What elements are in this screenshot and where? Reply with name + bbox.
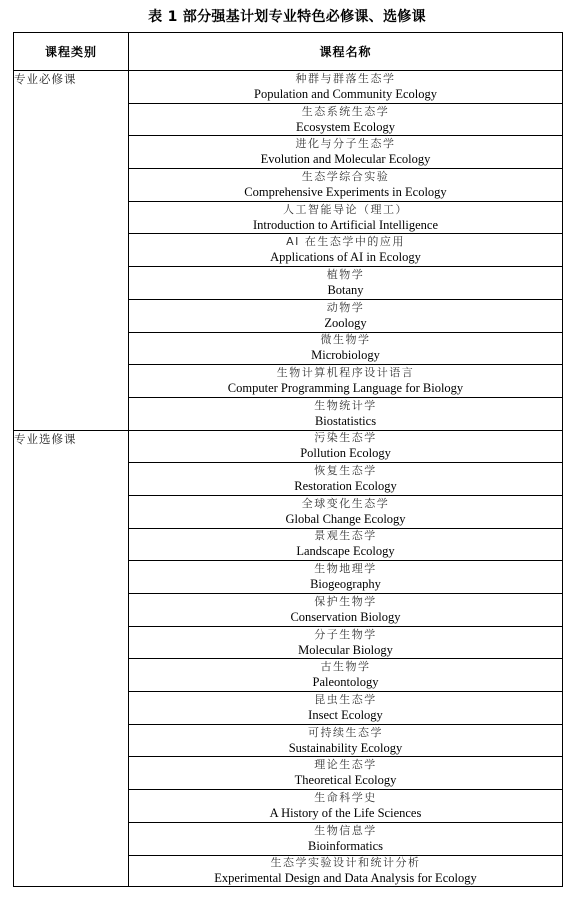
course-name-cell <box>129 626 563 659</box>
course-name-zh: 生物信息学 <box>314 823 377 837</box>
course-name-en: Botany <box>327 282 364 297</box>
course-name-zh: 污染生态学 <box>314 431 377 445</box>
course-name-zh: 生物统计学 <box>314 398 377 412</box>
course-name-cell <box>129 561 563 594</box>
course-name-zh: 生态系统生态学 <box>301 104 390 118</box>
course-name-cell <box>129 757 563 790</box>
course-name-en: Comprehensive Experiments in Ecology <box>244 184 447 199</box>
course-name-zh: 保护生物学 <box>314 594 377 608</box>
course-name-cell <box>129 299 563 332</box>
course-name-cell <box>129 332 563 365</box>
course-name-en: Paleontology <box>312 675 379 690</box>
course-name-en: Zoology <box>324 315 367 330</box>
course-name-zh: 生命科学史 <box>314 790 377 804</box>
header-row <box>14 33 563 71</box>
course-name-zh: 理论生态学 <box>314 758 377 772</box>
course-name-zh: 昆虫生态学 <box>314 692 377 706</box>
course-name-cell <box>129 103 563 136</box>
course-name-cell <box>129 594 563 627</box>
course-name-en: Ecosystem Ecology <box>296 119 395 134</box>
course-name-cell <box>129 463 563 496</box>
course-name-zh: 生态学实验设计和统计分析 <box>270 855 421 869</box>
category-cell: 专业选修课 <box>14 430 129 886</box>
course-name-zh: 种群与群落生态学 <box>295 71 396 85</box>
course-name-en: Landscape Ecology <box>296 544 395 559</box>
course-name-cell <box>129 397 563 430</box>
course-name-cell <box>129 201 563 234</box>
course-name-zh: 古生物学 <box>320 660 371 674</box>
course-name-cell <box>129 430 563 463</box>
table-caption: 表 1 部分强基计划专业特色必修课、选修课 <box>148 9 426 25</box>
course-name-zh: 动物学 <box>326 300 365 314</box>
course-name-zh: 生物计算机程序设计语言 <box>276 366 415 380</box>
course-name-en: Molecular Biology <box>298 642 393 657</box>
course-table-body <box>14 71 563 887</box>
course-name-zh: 植物学 <box>326 267 365 281</box>
course-name-cell <box>129 692 563 725</box>
course-name-zh: 景观生态学 <box>314 529 377 543</box>
course-name-cell <box>129 71 563 104</box>
table-row <box>14 430 563 463</box>
course-name-en: Computer Programming Language for Biology <box>227 381 464 396</box>
course-name-cell <box>129 855 563 886</box>
course-name-en: Population and Community Ecology <box>254 86 437 101</box>
course-table <box>13 32 563 887</box>
course-name-cell <box>129 790 563 823</box>
course-name-cell <box>129 234 563 267</box>
course-name-zh: 生物地理学 <box>314 562 377 576</box>
course-name-cell <box>129 495 563 528</box>
course-name-en: Conservation Biology <box>290 609 401 624</box>
course-name-en: Pollution Ecology <box>300 446 391 461</box>
course-name-en: Experimental Design and Data Analysis for Ecology <box>214 870 477 885</box>
course-name-zh: 恢复生态学 <box>314 464 377 478</box>
course-name-cell <box>129 365 563 398</box>
course-name-zh: 人工智能导论（理工） <box>283 202 408 216</box>
course-name-en: Applications of AI in Ecology <box>270 250 421 265</box>
course-name-en: Biostatistics <box>314 413 377 428</box>
course-name-cell <box>129 724 563 757</box>
course-name-zh: 分子生物学 <box>314 627 377 641</box>
course-name-cell <box>129 267 563 300</box>
course-name-cell <box>129 659 563 692</box>
course-name-en: Insect Ecology <box>308 707 383 722</box>
course-name-cell <box>129 528 563 561</box>
category-cell: 专业必修课 <box>14 71 129 431</box>
course-name-zh: 全球变化生态学 <box>301 496 390 510</box>
course-name-cell <box>129 822 563 855</box>
course-name-en: Bioinformatics <box>308 838 383 853</box>
course-name-zh: 生态学综合实验 <box>301 169 390 183</box>
course-name-en: Theoretical Ecology <box>294 773 397 788</box>
table-row <box>14 71 563 104</box>
course-name-cell <box>129 136 563 169</box>
header-category: 课程类别 <box>14 33 129 71</box>
course-name-en: Restoration Ecology <box>294 479 397 494</box>
header-course-name: 课程名称 <box>129 33 563 71</box>
course-name-en: Introduction to Artificial Intelligence <box>252 217 438 232</box>
course-name-en: Sustainability Ecology <box>288 740 403 755</box>
course-name-zh: 进化与分子生态学 <box>295 137 396 151</box>
course-name-cell <box>129 169 563 202</box>
course-name-en: Evolution and Molecular Ecology <box>260 152 431 167</box>
course-name-en: A History of the Life Sciences <box>269 805 422 820</box>
course-name-zh: 微生物学 <box>320 333 371 347</box>
course-name-en: Microbiology <box>311 348 380 363</box>
course-name-zh: 可持续生态学 <box>308 725 383 739</box>
course-name-en: Global Change Ecology <box>285 511 406 526</box>
course-name-zh: AI 在生态学中的应用 <box>286 235 405 249</box>
course-name-en: Biogeography <box>310 577 381 592</box>
